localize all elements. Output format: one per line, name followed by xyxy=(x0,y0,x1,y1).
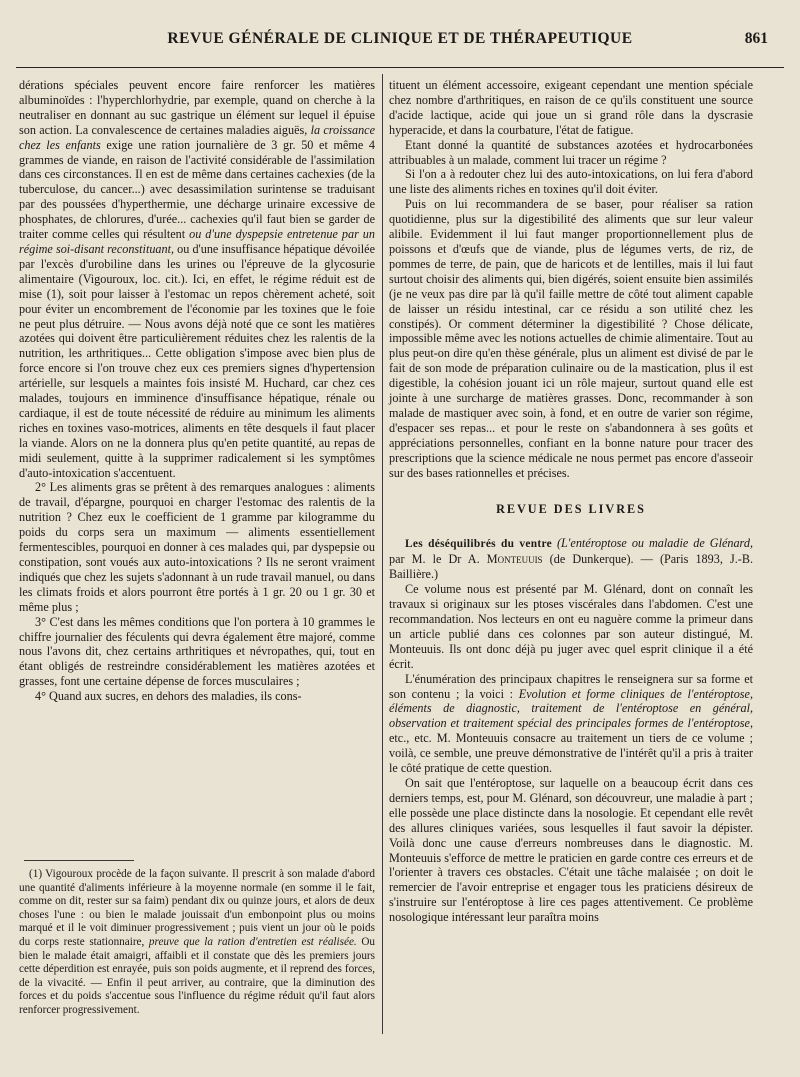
page-header xyxy=(14,28,786,52)
italic-text: Evolution et forme cliniques de l'entéroptose, éléments de diagnostic, traitement de l'entéroptose en général, observation et traitement spécial des principales formes de l'entéroptose, xyxy=(389,686,753,731)
page-number: 861 xyxy=(744,30,768,47)
text-run: par M. le Dr A. xyxy=(389,552,487,567)
paragraph: On sait que l'entéroptose, sur laquelle on a beaucoup écrit dans ces derniers temps, est, pour M. Glénard, son découvreur, une maladie à part ; elle possède une place distincte dans la nosologie. Et cependant elle revêt des allures cliniques variées, sous lesquelles il faut savoir la dépister. Voilà donc une cause d'erreurs nombreuses dans le diagnostic. M. Monteuuis s'efforce de mettre le praticien en garde contre ces erreurs et de l'orienter à travers ces obstacles. C'était une tâche malaisée ; on doit le remercier de l'avoir entreprise et engager tous les praticiens désireux de s'instruire sur l'entéroptose à lire ces pages attentivement. Ce problème nosologique intéressant leur paraîtra moins xyxy=(389,775,753,925)
paragraph: Puis on lui recommandera de se baser, pour réaliser sa ration quotidienne, plus sur la digestibilité des aliments que sur leur valeur alibile. Evidemment il lui faut manger proportionnellement plus de poissons et d'œufs que de viande, plus de légumes verts, de riz, de pommes de terre, de pain, que de haricots et de lentilles, mais il lui faut surtout choisir des aliments qui, bien digérés, soient ensuite bien assimilés (je ne veux pas dire par là qu'il faille mettre de côté tout aliment capable de laisser un résidu intestinal, car ce résidu a son utilité chez les constipés). Or comment déterminer la digestibilité ? Chose délicate, impossible même avec les notions actuelles de chimie alimentaire. Tout au plus peut-on dire qu'en thèse générale, plus un aliment est divisé de par le fait de son mode de préparation culinaire ou de la mastication, plus il est digestible, la cohésion jouant ici un rôle majeur, surtout quand elle est jointe à une surcharge de matières grasses. Donc, recommander à son malade de mastiquer avec soin, à fond, et en outre de varier son régime, d'espacer ses repas... et pour le reste on s'abandonnera à ses goûts et appréciations personnelles, confiant en la bonne nature pour tracer des prescriptions que la science médicale ne nous permet pas encore d'asseoir sur des bases rationnelles et précises. xyxy=(389,197,753,480)
author-name: Monteuuis xyxy=(486,552,543,567)
text-run: Ou bien le malade était amaigri, affaibli et il constate que dès les premiers jours cette déperdition est enrayée, puis son poids augmente, et il reprend des forces, de la vivacité. — Enfin il peut arriver, au contraire, que la diminution des forces et du poids s'accentue sous l'influence du régime réduit qu'il faut alors renforcer progressivement. xyxy=(19,935,375,1016)
header-rule xyxy=(16,67,784,68)
text-run: ou d'une insuffisance hépatique dévoilée par l'excès d'urobiline dans les urines ou l'épreuve de la glycosurie alimentaire (Vigouroux, loc. cit.). Ici, en effet, le régime réduit est de mise (1), soit pour laisser à l'estomac un repos chèrement acheté, soit pour éviter un encombrement de l'économie par les toxines que le foie ne peut plus détruire. — Nous avons déjà noté que ce sont les matières azotées qui doivent être particulièrement réduites chez les ralentis de la nutrition, les arthritiques... Cette obligation s'impose avec bien plus de force encore si l'on trouve chez eux ces premiers signes d'hypertension artérielle, sur lesquels a maintes fois insisté M. Huchard, car chez ces malades, toujours en imminence d'insuffisance hépatique, rénale ou cardiaque, il est de toute nécessité de réduire au minimum les aliments riches en toxines vaso-motrices, aliments en tête desquels il faut placer la viande. Alors on ne la donnera plus qu'en petite quantité, au repas de midi seulement, quitte à la supprimer radicalement si les symptômes d'auto-intoxication s'accentuent. xyxy=(19,241,375,480)
paragraph: Si l'on a à redouter chez lui des auto-intoxications, on lui fera d'abord une liste des aliments riches en toxines qu'il doit éviter. xyxy=(389,167,753,197)
paragraph: tituent un élément accessoire, exigeant cependant une mention spéciale chez nombre d'arthritiques, en raison de ce qu'ils constituent une source d'acide lactique, acide qui joue un si grand rôle dans la dyscrasie hyperacide, et dans la courbature, l'état de fatigue. xyxy=(389,78,753,137)
paragraph: Ce volume nous est présenté par M. Glénard, dont on connaît les travaux si originaux sur les ptoses viscérales dans l'abdomen. C'est une recommandation. Nos lecteurs en ont eu naguère comme la primeur dans un article publié dans ces colonnes par son auteur distingué, M. Monteuuis. Ils ont donc déjà pu juger avec quel esprit clinique il a été écrit. xyxy=(389,582,753,671)
footnote xyxy=(19,868,375,1018)
text-run: etc., etc. M. Monteuuis consacre au traitement un tiers de ce volume ; voilà, ce semble, une preuve démonstrative de l'intérêt qu'il a pris à traiter le côté pratique de cette question. xyxy=(389,731,753,776)
italic-text: ou d'une dyspepsie entretenue par un régime soi-disant reconstituant, xyxy=(19,227,375,256)
italic-text: (L'entéroptose ou maladie de Glénard, xyxy=(556,536,753,551)
text-run: (de Dunkerque). — (Paris 1893, J.-B. Baillière.) xyxy=(389,552,753,582)
italic-text: la croissance chez les enfants xyxy=(19,122,375,152)
column-divider xyxy=(382,74,383,1034)
left-column xyxy=(19,78,375,704)
paragraph: 3° C'est dans les mêmes conditions que l'on portera à 10 grammes le chiffre journalier des féculents qui devra également être majoré, comme nous l'avons dit, chez certains arthritiques et névropathes, qui, tout en étant obligés de restreindre considérablement les matières azotées et grasses, font une certaine dépense de forces musculaires ; xyxy=(19,614,375,689)
text-run: L'énumération des principaux chapitres le renseignera sur sa forme et son contenu ; la voici : xyxy=(389,671,753,701)
paragraph xyxy=(389,672,753,776)
running-title: REVUE GÉNÉRALE DE CLINIQUE ET DE THÉRAPEUTIQUE xyxy=(167,30,633,47)
paragraph: 2° Les aliments gras se prêtent à des remarques analogues : aliments de travail, d'épargne, pourquoi en charger l'estomac des ralentis de la nutrition ? Chez eux le coefficient de 1 gramme par kilogramme du poids du corps sera un maximum — aliments essentiellement fermentescibles, pourquoi en donner à ces malades qui, par dyspepsie ou constipation, sont voués aux auto-intoxications ? Ils ne seront vraiment indiqués que chez les sujets s'adonnant à un rude travail manuel, ou dans les climats froids et alors pourront être portés à 1 gr. 20 ou 1 gr. 30 et même plus ; xyxy=(19,480,375,614)
text-run: exige une ration journalière de 3 gr. 50 et même 4 grammes de viande, en raison de l'activité considérable de l'assimilation dans ces circonstances. Il en est de même dans certaines cachexies (de la tuberculose, du cancer...) avec desassimilation surintense se traduisant par des poussées d'hyperthermie, une décharge urinaire excessive de phosphates, de chlorures, d'urée... cachexies qu'il faut bien se garder de traiter comme celles qui résultent xyxy=(19,137,375,242)
footnote-rule xyxy=(24,860,134,861)
italic-text: preuve que la ration d'entretien est réalisée. xyxy=(148,935,357,948)
text-run: dérations spéciales peuvent encore faire renforcer les matières albuminoïdes : l'hyperchlorhydrie, par exemple, quand on cherche à la neutraliser en donnant au suc gastrique un élément sur lequel il épuise son action. La convalescence de certaines maladies aiguës, xyxy=(19,78,375,137)
text-run: (1) Vigouroux procède de la façon suivante. Il prescrit à son malade d'abord une quantité d'aliments inférieure à la moyenne normale (en somme il le fait, comme on dit, rester sur sa faim) pendant dix ou quinze jours, et alors de deux choses l'une : ou bien le malade jouissait d'un embonpoint plus ou moins marqué et il le voit diminuer progressivement ; puis vient un jour où le poids du corps reste stationnaire, xyxy=(19,868,375,948)
paragraph: Etant donné la quantité de substances azotées et hydrocarbonées attribuables à un malade, comment lui tracer un régime ? xyxy=(389,137,753,167)
paragraph: 4° Quand aux sucres, en dehors des maladies, ils cons- xyxy=(35,689,302,704)
book-title: Les déséquilibrés du ventre xyxy=(405,538,552,551)
footnote-text xyxy=(19,868,375,1018)
book-review-citation xyxy=(389,536,753,582)
section-title: REVUE DES LIVRES xyxy=(496,502,646,517)
paragraph xyxy=(19,78,375,480)
right-column xyxy=(389,78,753,925)
